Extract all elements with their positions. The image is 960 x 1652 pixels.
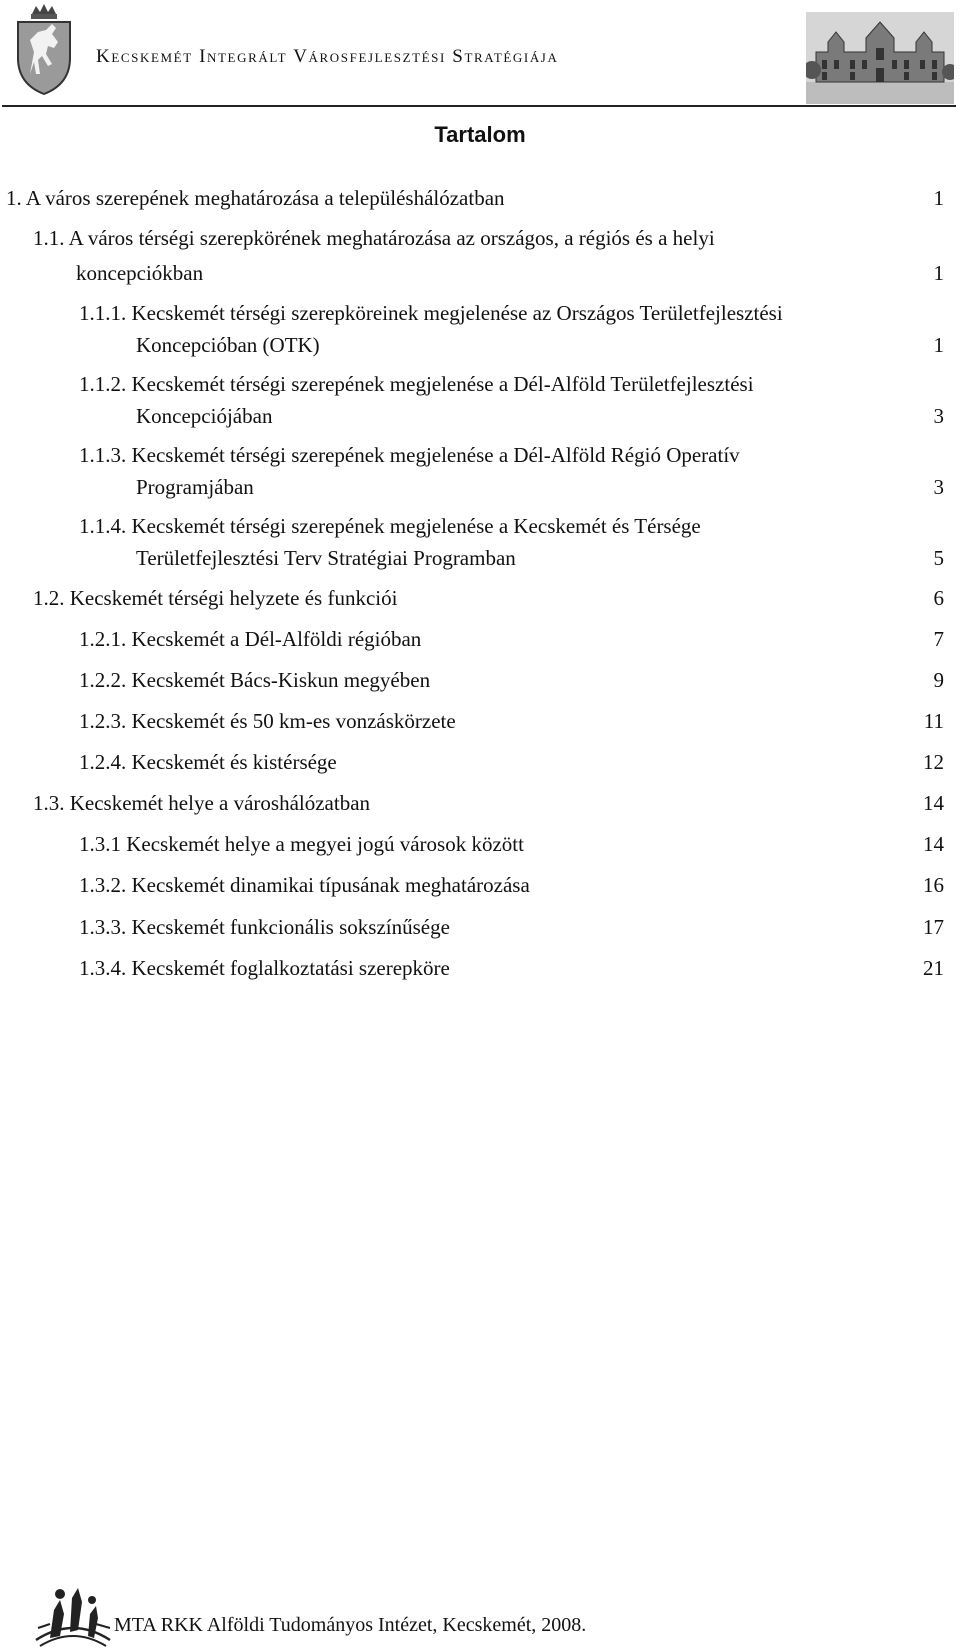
- toc-entry-page: 12: [923, 750, 944, 774]
- city-coat-of-arms-icon: [12, 2, 76, 98]
- toc-entry-page: 11: [923, 709, 944, 733]
- toc-entry-label-continued: Területfejlesztési Terv Stratégiai Programban: [136, 546, 516, 570]
- toc-entry-label: 1.2. Kecskemét térségi helyzete és funkciói: [33, 586, 398, 610]
- header-divider: [2, 105, 956, 107]
- toc-entry-label-continued: Programjában: [136, 475, 254, 499]
- toc-entry-label: 1.2.3. Kecskemét és 50 km-es vonzáskörzete: [79, 709, 456, 733]
- toc-entry-page: 1: [933, 333, 944, 357]
- toc-entry-page: 9: [933, 668, 944, 692]
- toc-entry-label: 1.2.4. Kecskemét és kistérsége: [79, 750, 337, 774]
- toc-entry-page: 21: [923, 956, 944, 980]
- toc-entry-label: 1.1.2. Kecskemét térségi szerepének megjelenése a Dél-Alföld Területfejlesztési: [79, 372, 754, 396]
- toc-entry-label: 1.2.2. Kecskemét Bács-Kiskun megyében: [79, 668, 431, 692]
- footer-publisher: MTA RKK Alföldi Tudományos Intézet, Kecskemét, 2008.: [114, 1614, 587, 1636]
- toc-entry-page: 3: [933, 475, 944, 499]
- toc-entry-page: 7: [933, 627, 944, 651]
- toc-entry-label: 1.3.4. Kecskemét foglalkoztatási szerepköre: [79, 956, 450, 980]
- institute-logo-icon: [30, 1580, 116, 1652]
- toc-entry-label: 1.1.4. Kecskemét térségi szerepének megjelenése a Kecskemét és Térsége: [79, 514, 701, 538]
- toc-entry-page: 3: [933, 404, 944, 428]
- toc-entry-page: 14: [923, 791, 944, 815]
- toc-entry-page: 5: [933, 546, 944, 570]
- toc-entry-label: 1.3. Kecskemét helye a városhálózatban: [33, 791, 371, 815]
- toc-entry-label-continued: Koncepciójában: [136, 404, 273, 428]
- toc-entry-page: 14: [923, 832, 944, 856]
- toc-entry-label: 1.3.3. Kecskemét funkcionális sokszínűsége: [79, 915, 450, 939]
- toc-entry-label: 1.1.1. Kecskemét térségi szerepköreinek megjelenése az Országos Területfejlesztési: [79, 301, 783, 325]
- toc-entry-page: 1: [933, 186, 944, 210]
- toc-entry-label: 1.3.1 Kecskemét helye a megyei jogú városok között: [79, 832, 524, 856]
- toc-entry-page: 16: [923, 873, 944, 897]
- document-title: Kecskemét Integrált Városfejlesztési Stratégiája: [96, 46, 559, 67]
- toc-entry-label-continued: koncepciókban: [76, 261, 204, 285]
- toc-entry-label: 1.2.1. Kecskemét a Dél-Alföldi régióban: [79, 627, 422, 651]
- page-header: [0, 0, 960, 108]
- toc-entry-label-continued: Koncepcióban (OTK): [136, 333, 320, 357]
- toc-entry-label: 1.1.3. Kecskemét térségi szerepének megjelenése a Dél-Alföld Régió Operatív: [79, 443, 740, 467]
- toc-entry-label: 1.3.2. Kecskemét dinamikai típusának meghatározása: [79, 873, 530, 897]
- toc-entry-page: 1: [933, 261, 944, 285]
- toc-entry-page: 17: [923, 915, 944, 939]
- city-hall-photo-icon: [806, 12, 954, 104]
- toc-entry-label: 1. A város szerepének meghatározása a településhálózatban: [6, 186, 505, 210]
- toc-entry-label: 1.1. A város térségi szerepkörének meghatározása az országos, a régiós és a helyi: [33, 226, 715, 250]
- page-footer: [0, 1570, 960, 1652]
- toc-title: Tartalom: [434, 122, 526, 147]
- toc-entry-page: 6: [933, 586, 944, 610]
